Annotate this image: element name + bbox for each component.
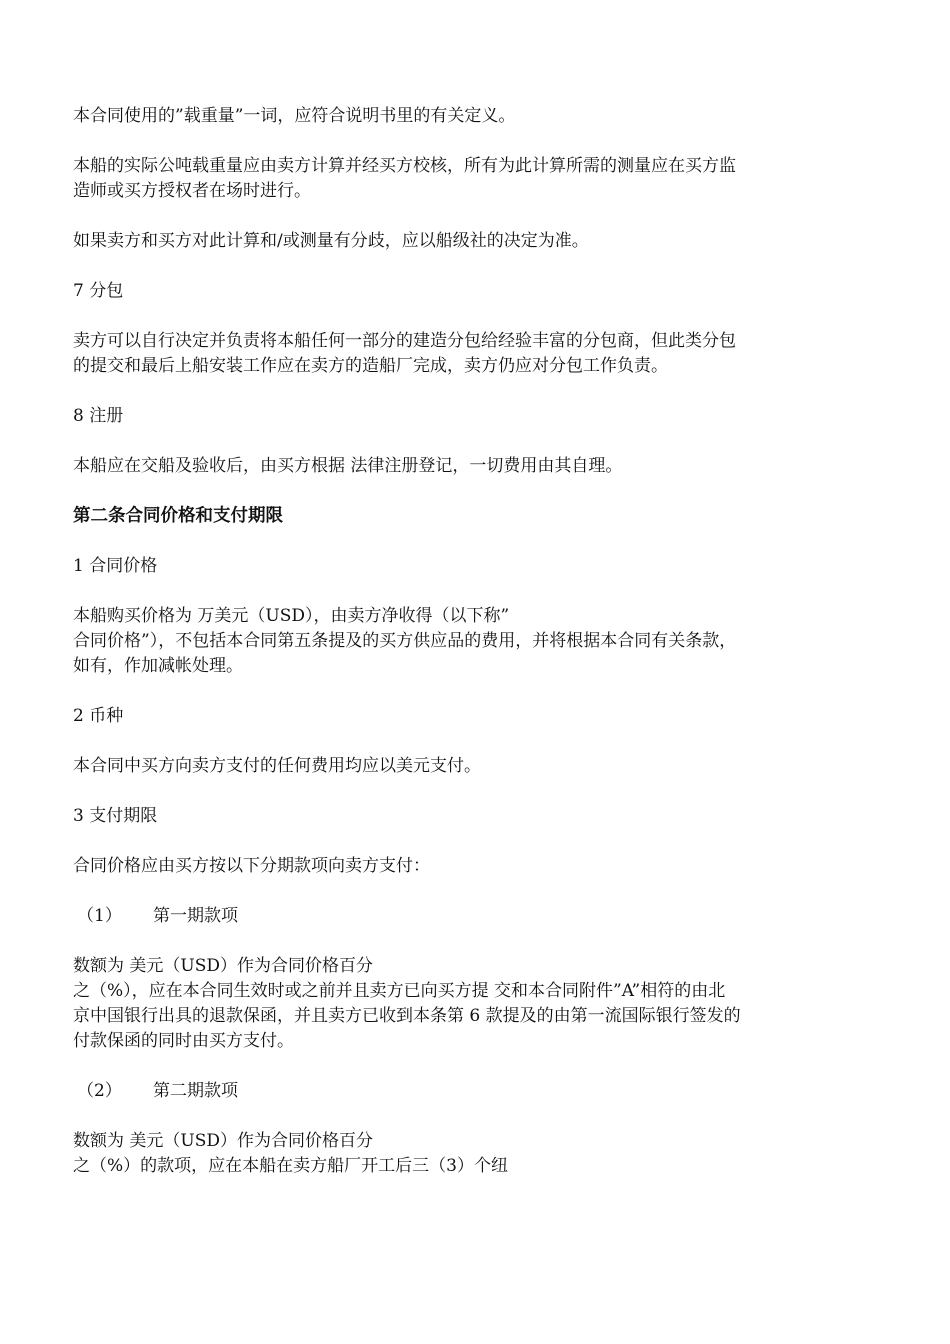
- paragraph-currency: 本合同中买方向卖方支付的任何费用均应以美元支付。: [73, 756, 481, 776]
- article-heading-price-payment: 第二条合同价格和支付期限: [73, 506, 283, 526]
- paragraph-dispute-resolution: 如果卖方和买方对此计算和/或测量有分歧，应以船级社的决定为准。: [73, 231, 589, 251]
- section-title-payment-terms: 3 支付期限: [73, 806, 158, 826]
- section-title-currency: 2 币种: [73, 706, 124, 726]
- text-line: 卖方可以自行决定并负责将本船任何一部分的建造分包给经验丰富的分包商，但此类分包: [73, 331, 736, 351]
- paragraph-payment-terms: 合同价格应由买方按以下分期款项向卖方支付：: [73, 856, 430, 876]
- paragraph-deadweight-calculation: [73, 154, 883, 204]
- text-line: 合同价格”），不包括本合同第五条提及的买方供应品的费用，并将根据本合同有关条款，: [73, 631, 737, 651]
- paragraph-registration: 本船应在交船及验收后，由买方根据 法律注册登记，一切费用由其自理。: [73, 456, 623, 476]
- text-line: 本船的实际公吨载重量应由卖方计算并经买方校核，所有为此计算所需的测量应在买方监: [73, 156, 736, 176]
- text-line: 之（%）的款项，应在本船在卖方船厂开工后三（3）个纽: [73, 1156, 508, 1176]
- text-line: 之（%），应在本合同生效时或之前并且卖方已向买方提 交和本合同附件”A”相符的由北: [73, 981, 726, 1001]
- paragraph-contract-price: [73, 604, 883, 679]
- text-line: 数额为 美元（USD）作为合同价格百分: [73, 1131, 374, 1151]
- text-line: 的提交和最后上船安装工作应在卖方的造船厂完成，卖方仍应对分包工作负责。: [73, 356, 668, 376]
- paragraph-subcontracting: [73, 329, 883, 379]
- text-line: 付款保函的同时由买方支付。: [73, 1031, 294, 1051]
- section-title-registration: 8 注册: [73, 406, 124, 426]
- section-title-subcontracting: 7 分包: [73, 281, 124, 301]
- paragraph-deadweight-definition: 本合同使用的”载重量”一词，应符合说明书里的有关定义。: [73, 106, 516, 126]
- installment-number: （2）: [77, 1081, 122, 1101]
- installment-number: （1）: [77, 906, 122, 926]
- text-line: 数额为 美元（USD）作为合同价格百分: [73, 956, 374, 976]
- text-line: 造师或买方授权者在场时进行。: [73, 181, 311, 201]
- installment-1-title: [73, 904, 883, 929]
- installment-label: 第一期款项: [153, 906, 238, 926]
- installment-2-title: [73, 1079, 883, 1104]
- installment-label: 第二期款项: [153, 1081, 238, 1101]
- text-line: 本船购买价格为 万美元（USD），由卖方净收得（以下称”: [73, 606, 510, 626]
- paragraph-installment-2: [73, 1129, 883, 1179]
- section-title-contract-price: 1 合同价格: [73, 556, 158, 576]
- text-line: 如有，作加减帐处理。: [73, 656, 243, 676]
- contract-page: [73, 104, 883, 1204]
- paragraph-installment-1: [73, 954, 883, 1054]
- text-line: 京中国银行出具的退款保函，并且卖方已收到本条第 6 款提及的由第一流国际银行签发的: [73, 1006, 741, 1026]
